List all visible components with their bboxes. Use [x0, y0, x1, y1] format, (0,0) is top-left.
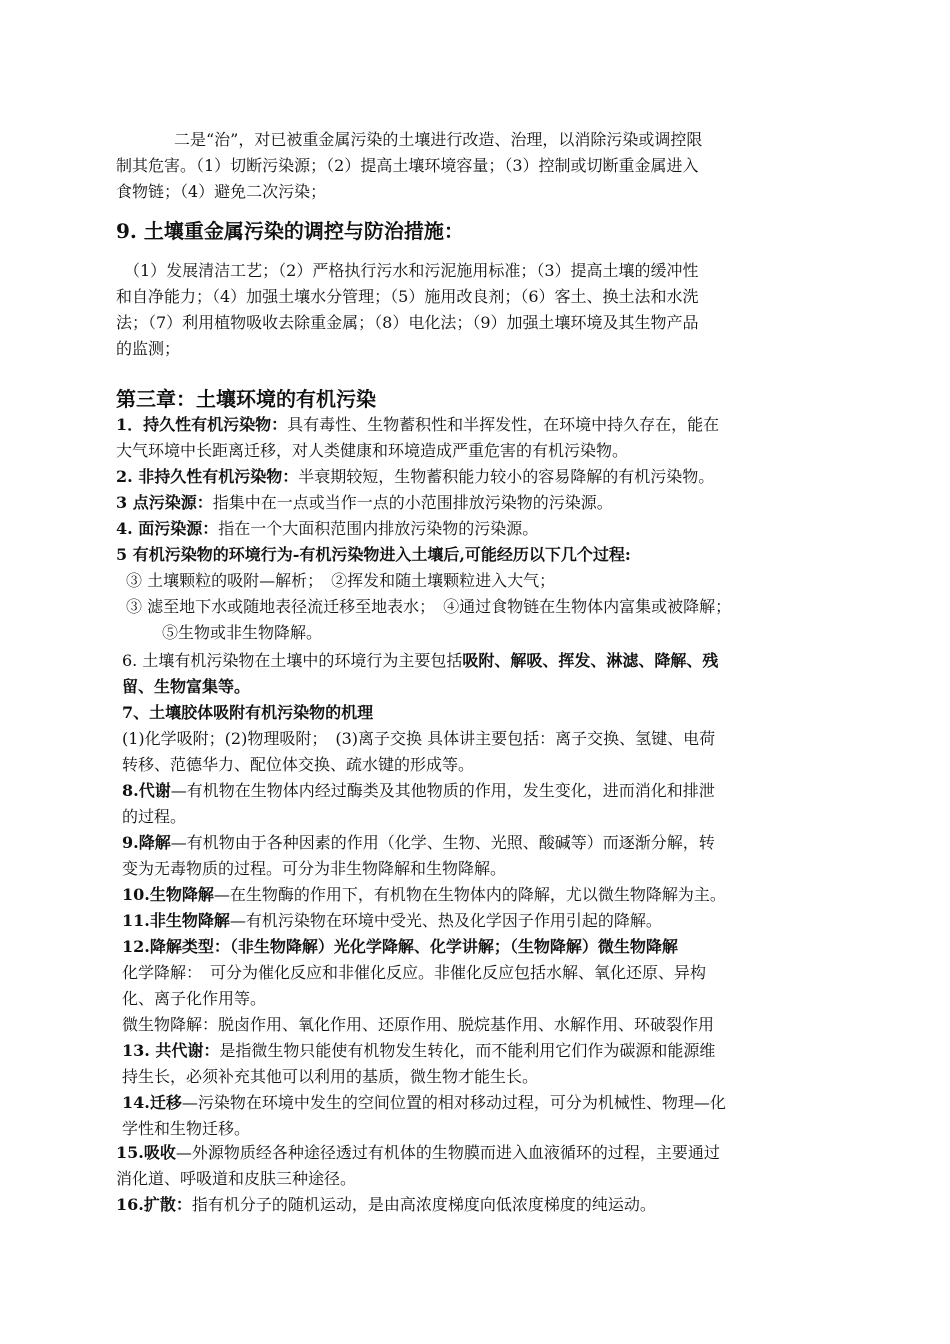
text-line: ③ 滤至地下水或随地表径流迁移至地表水； ④通过食物链在生物体内富集或被降解；: [126, 597, 732, 616]
item-9: [122, 830, 838, 856]
text-line: (1)化学吸附；(2)物理吸附； (3)离子交换 具体讲主要包括：离子交换、氢键、电荷: [122, 729, 716, 748]
text-line: 制其危害。（1）切断污染源；（2）提高土壤环境容量；（3）控制或切断重金属进入: [116, 156, 699, 175]
chapter-3-list-b: [122, 648, 838, 1142]
item-3: [116, 490, 838, 516]
item-term: 4. 面污染源：: [116, 519, 219, 538]
item-text: —污染物在环境中发生的空间位置的相对移动过程，可分为机械性、物理—化: [181, 1093, 726, 1112]
item-1: [116, 412, 838, 438]
item-term: 16.扩散：: [116, 1195, 192, 1214]
item-text: 半衰期较短，生物蓄积能力较小的容易降解的有机污染物。: [298, 467, 715, 486]
item-text: 6. 土壤有机污染物在土壤中的环境行为主要包括: [122, 651, 463, 670]
item-term: 13. 共代谢：: [122, 1041, 220, 1060]
item-10: [122, 882, 838, 908]
text-line: 化、离子化作用等。: [122, 989, 267, 1008]
item-11: [122, 908, 838, 934]
section-9-heading: 9. 土壤重金属污染的调控与防治措施：: [116, 219, 464, 243]
item-term: 8.代谢: [122, 781, 171, 800]
text-line: 变为无毒物质的过程。可分为非生物降解和生物降解。: [122, 859, 507, 878]
item-text: 具有毒性、生物蓄积性和半挥发性，在环境中持久存在，能在: [287, 415, 720, 434]
item-text: —在生物酶的作用下，有机物在生物体内的降解，尤以微生物降解为主。: [213, 885, 726, 904]
text-line: 的过程。: [122, 807, 187, 826]
item-5-heading: 5 有机污染物的环境行为-有机污染物进入土壤后,可能经历以下几个过程:: [116, 545, 631, 564]
paragraph-zhi: [116, 127, 838, 205]
item-14: [122, 1090, 838, 1116]
text-line: 持生长，必须补充其他可以利用的基质，微生物才能生长。: [122, 1067, 539, 1086]
item-text: —外源物质经各种途径透过有机体的生物膜而进入血液循环的过程，主要通过: [175, 1143, 720, 1162]
item-text: —有机物由于各种因素的作用（化学、生物、光照、酸碱等）而逐渐分解，转: [170, 833, 715, 852]
text-line: 学性和生物迁移。: [122, 1119, 251, 1138]
text-line: 转移、范德华力、配位体交换、疏水键的形成等。: [122, 755, 475, 774]
item-16: [116, 1192, 838, 1218]
item-emphasis: 留、生物富集等。: [122, 677, 251, 696]
item-term: 9.降解: [122, 833, 171, 852]
chapter-3-list-a: [116, 412, 838, 646]
text-line: 消化道、呼吸道和皮肤三种途径。: [116, 1169, 357, 1188]
item-4: [116, 516, 838, 542]
item-text: —有机污染物在环境中受光、热及化学因子作用引起的降解。: [229, 911, 662, 930]
item-15: [116, 1140, 838, 1166]
item-2: [116, 464, 838, 490]
item-8: [122, 778, 838, 804]
text-line: 化学降解： 可分为催化反应和非催化反应。非催化反应包括水解、氧化还原、异构: [122, 963, 707, 982]
text-line: 二是“治”，对已被重金属污染的土壤进行改造、治理，以消除污染或调控限: [174, 130, 703, 149]
text-line: 食物链；（4）避免二次污染；: [116, 182, 327, 201]
item-text: 指有机分子的随机运动，是由高浓度梯度向低浓度梯度的纯运动。: [191, 1195, 656, 1214]
section-9-body: [116, 258, 838, 362]
item-12-heading: 12.降解类型：（非生物降解）光化学降解、化学讲解；（生物降解）微生物降解: [122, 937, 678, 956]
item-term: 11.非生物降解: [122, 911, 230, 930]
text-line: 微生物降解：脱卤作用、氧化作用、还原作用、脱烷基作用、水解作用、环破裂作用: [122, 1015, 715, 1034]
item-text: —有机物在生物体内经过酶类及其他物质的作用，发生变化，进而消化和排泄: [170, 781, 715, 800]
item-text: 是指微生物只能使有机物发生转化，而不能利用它们作为碳源和能源维: [219, 1041, 716, 1060]
text-line: ③ 土壤颗粒的吸附—解析； ②挥发和随土壤颗粒进入大气；: [126, 571, 556, 590]
item-term: 14.迁移: [122, 1093, 182, 1112]
text-line: ⑤生物或非生物降解。: [162, 623, 323, 642]
item-emphasis: 吸附、解吸、挥发、淋滤、降解、残: [462, 651, 719, 670]
chapter-title: 第三章：土壤环境的有机污染: [116, 387, 376, 411]
item-7-heading: 7、土壤胶体吸附有机污染物的机理: [122, 703, 374, 722]
item-term: 10.生物降解: [122, 885, 214, 904]
chapter-3-list-c: [116, 1140, 838, 1218]
text-line: 的监测；: [116, 339, 181, 358]
item-13: [122, 1038, 838, 1064]
item-6: [122, 648, 838, 674]
item-term: 15.吸收: [116, 1143, 176, 1162]
item-term: 2. 非持久性有机污染物：: [116, 467, 299, 486]
text-line: 法；（7）利用植物吸收去除重金属；（8）电化法；（9）加强土壤环境及其生物产品: [116, 313, 699, 332]
text-line: 和自净能力；（4）加强土壤水分管理；（5）施用改良剂；（6）客土、换土法和水洗: [116, 287, 699, 306]
text-line: （1）发展清洁工艺；（2）严格执行污水和污泥施用标准；（3）提高土壤的缓冲性: [124, 261, 699, 280]
item-term: 1．持久性有机污染物：: [116, 415, 288, 434]
item-text: 指集中在一点或当作一点的小范围排放污染物的污染源。: [212, 493, 613, 512]
item-term: 3 点污染源：: [116, 493, 213, 512]
item-text: 指在一个大面积范围内排放污染物的污染源。: [218, 519, 539, 538]
text-line: 大气环境中长距离迁移，对人类健康和环境造成严重危害的有机污染物。: [116, 441, 629, 460]
